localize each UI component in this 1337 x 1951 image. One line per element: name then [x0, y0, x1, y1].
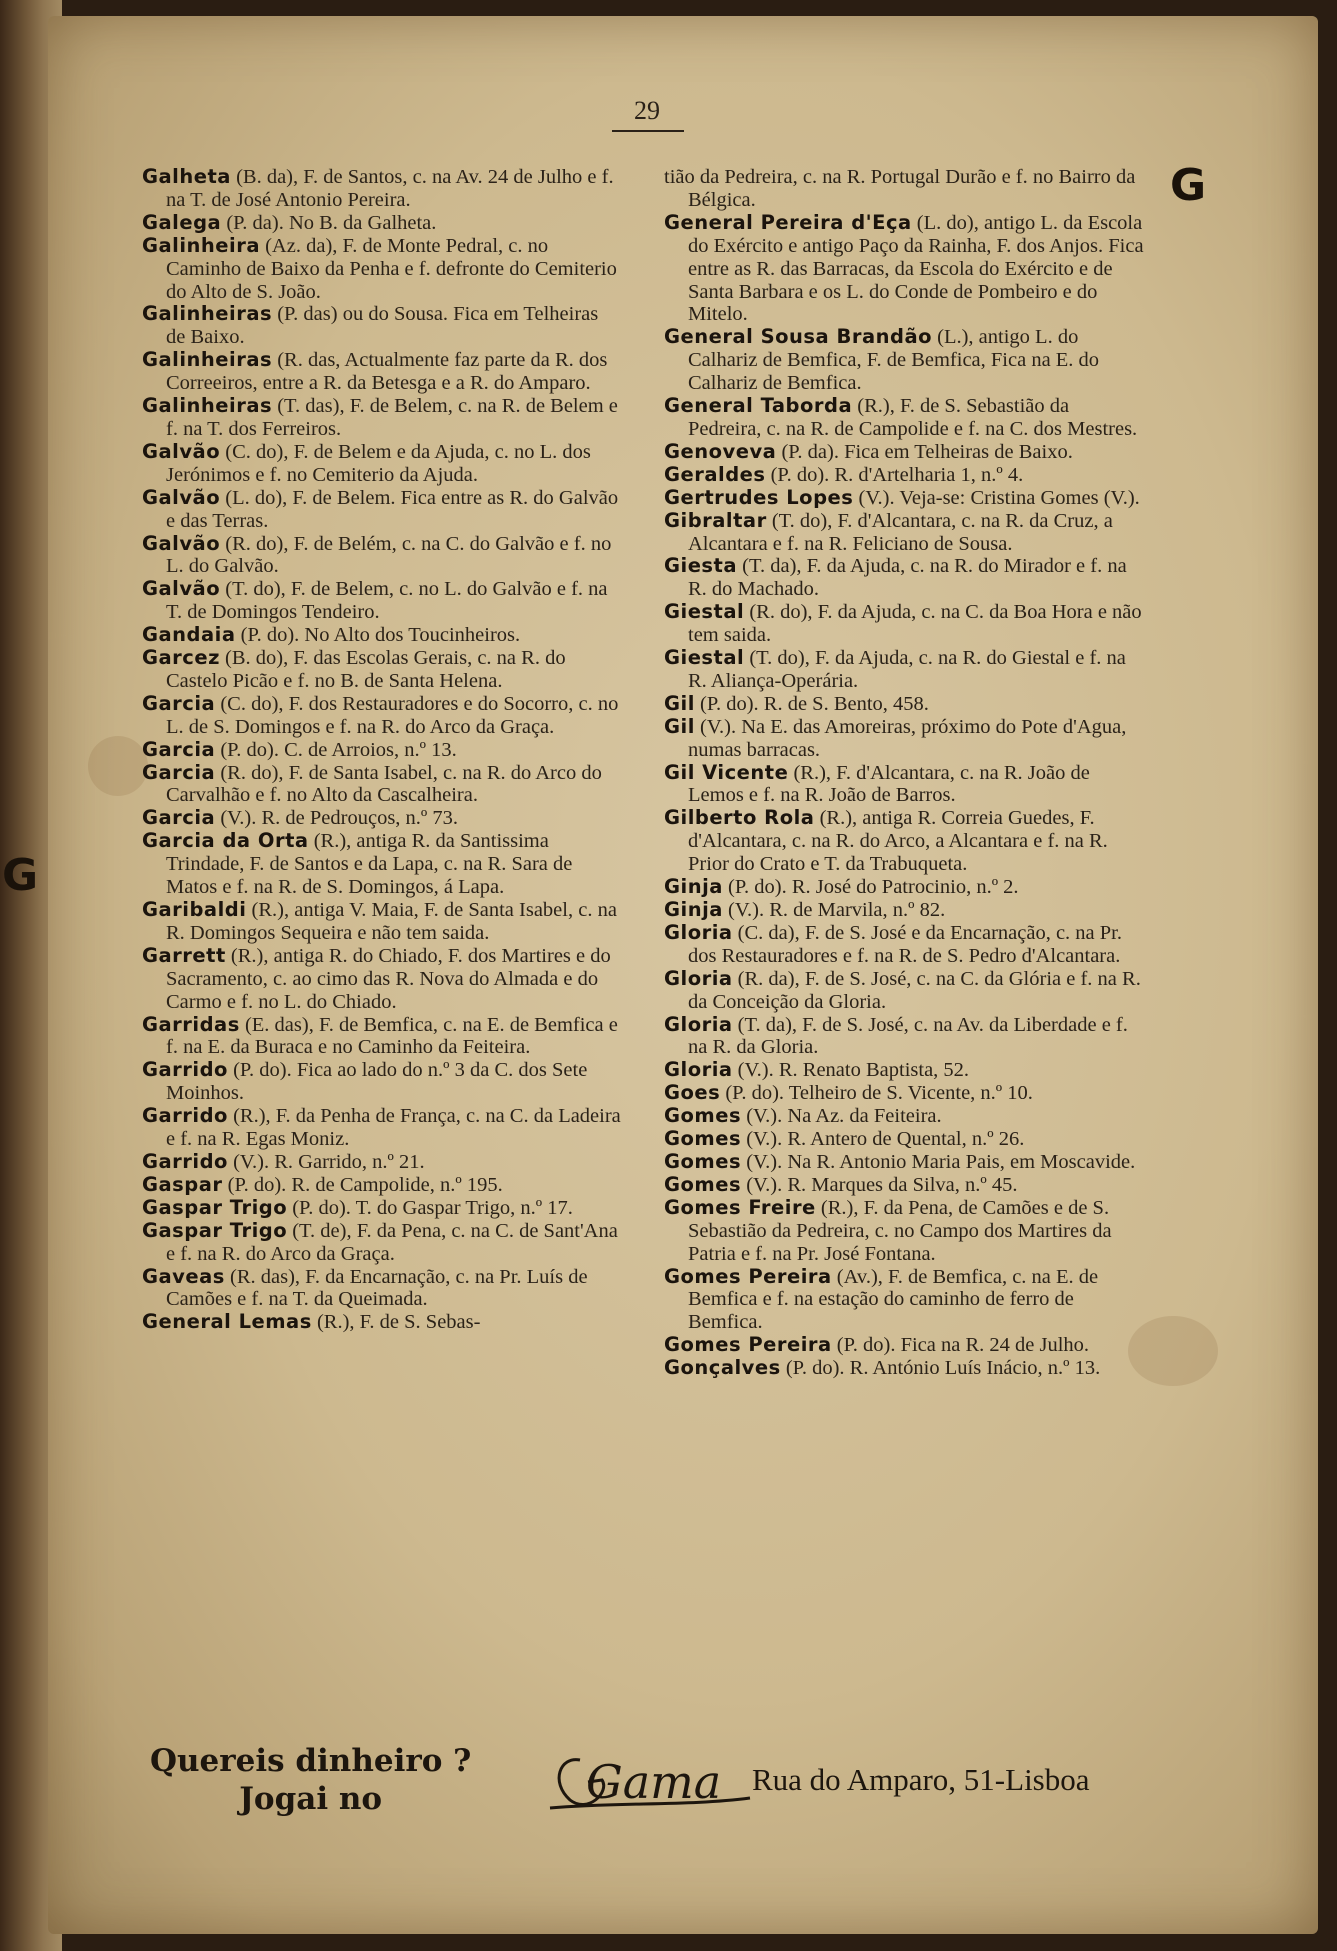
directory-entry	[142, 235, 622, 304]
entry-text: (P. do). R. d'Artelharia 1, n.º 4.	[770, 463, 1024, 486]
directory-entry	[664, 1059, 1144, 1082]
section-letter: G	[1170, 160, 1207, 211]
directory-entry	[142, 1266, 622, 1312]
directory-entry	[664, 1197, 1144, 1266]
entry-text: (L. do), antigo L. da Escola do Exército e antigo Paço da Rainha, F. dos Anjos. Fica entre as R. das Barracas, da Escola do Exército e de Santa Barbara e os L. do Conde de Pombeiro e do Mitelo.	[688, 211, 1144, 326]
directory-entry	[664, 464, 1144, 487]
directory-entry	[142, 533, 622, 579]
entry-heading: Galega	[142, 210, 222, 234]
entry-heading: Gomes	[664, 1127, 742, 1151]
entry-text: (R. do), F. de Santa Isabel, c. na R. do Arco do Carvalhão e f. no Alto da Cascalheira.	[166, 761, 602, 807]
entry-text: (P. do). Telheiro de S. Vicente, n.º 10.	[725, 1082, 1033, 1105]
entry-text: (P. do). R. de S. Bento, 458.	[700, 692, 929, 715]
entry-text: (R. das), F. da Encarnação, c. na Pr. Luís de Camões e f. na T. da Queimada.	[166, 1265, 588, 1311]
directory-entry	[142, 1174, 622, 1197]
directory-entry	[142, 1197, 622, 1220]
entry-heading: Galinheiras	[142, 348, 273, 372]
entry-heading: Garrett	[142, 943, 226, 967]
entry-text: (T. da), F. da Ajuda, c. na R. do Mirador e f. na R. do Machado.	[688, 555, 1127, 601]
directory-entry	[142, 807, 622, 830]
directory-entry	[664, 1128, 1144, 1151]
directory-entry	[664, 326, 1144, 395]
directory-entry	[664, 762, 1144, 808]
entry-heading: Gomes Pereira	[664, 1264, 832, 1288]
directory-entry	[142, 899, 622, 945]
entry-heading: Giestal	[664, 646, 745, 670]
directory-entry	[664, 1357, 1144, 1380]
directory-entry	[664, 693, 1144, 716]
directory-entry	[664, 166, 1144, 212]
directory-entry	[664, 1151, 1144, 1174]
directory-entry	[142, 1151, 622, 1174]
entry-heading: Ginja	[664, 898, 723, 921]
entry-heading: Giesta	[664, 554, 738, 578]
entry-heading: General Pereira d'Eça	[664, 210, 912, 234]
entry-text: (R.), antiga R. Correia Guedes, F. d'Alcantara, c. na R. do Arco, a Alcantara e f. na R. Prior do Crato e T. da Trabuqueta.	[688, 807, 1108, 876]
entry-heading: Galvão	[142, 531, 221, 555]
entry-text: (R.), F. de S. Sebastião da Pedreira, c. na R. de Campolide e f. na C. dos Mestres.	[688, 395, 1138, 440]
directory-entry	[664, 212, 1144, 327]
directory-entry	[664, 1105, 1144, 1128]
entry-heading: Garridas	[142, 1012, 240, 1036]
entry-heading: Garibaldi	[142, 898, 247, 921]
entry-heading: Gloria	[664, 920, 733, 944]
entry-heading: Gloria	[664, 1012, 733, 1036]
entry-heading: Gaspar Trigo	[142, 1195, 288, 1219]
directory-entry	[142, 578, 622, 624]
directory-entry	[664, 807, 1144, 876]
gama-logo	[540, 1742, 760, 1822]
page-number-rule	[612, 130, 684, 132]
entry-text: (R. das, Actualmente faz parte da R. dos Correeiros, entre a R. da Betesga e a R. do Amparo.	[166, 349, 608, 395]
paper-stain	[88, 736, 148, 796]
entry-heading: Garcia	[142, 737, 216, 761]
entry-heading: Ginja	[664, 875, 723, 899]
entry-text: (L.), antigo L. do Calhariz de Bemfica, F. de Bemfica, Fica na E. do Calhariz de Bemfica.	[688, 326, 1100, 395]
entry-heading: Giestal	[664, 600, 745, 624]
directory-entry	[664, 1266, 1144, 1335]
entry-heading: Gaspar Trigo	[142, 1218, 288, 1242]
entry-text: (T. da), F. de S. José, c. na Av. da Liberdade e f. na R. da Gloria.	[688, 1013, 1128, 1059]
entry-text: (V.). R. de Pedrouços, n.º 73.	[220, 807, 459, 830]
directory-entry	[664, 647, 1144, 693]
entry-text: (R.), antiga V. Maia, F. de Santa Isabel, c. na R. Domingos Sequeira e não tem saida.	[166, 899, 617, 944]
directory-entry	[142, 647, 622, 693]
directory-entry	[142, 487, 622, 533]
entry-heading: Gandaia	[142, 623, 236, 647]
entry-text: (V.). R. Antero de Quental, n.º 26.	[746, 1128, 1025, 1151]
directory-entry	[142, 693, 622, 739]
entry-text: tião da Pedreira, c. na R. Portugal Durão e f. no Bairro da Bélgica.	[664, 166, 1136, 211]
entry-text: (L. do), F. de Belem. Fica entre as R. do Galvão e das Terras.	[166, 486, 619, 532]
entry-heading: Gil	[664, 714, 695, 738]
directory-entry	[142, 739, 622, 762]
entry-heading: Gloria	[664, 1058, 733, 1082]
entry-text: (P. do). Fica na R. 24 de Julho.	[836, 1334, 1090, 1357]
directory-entry	[664, 395, 1144, 441]
entry-heading: Garcia	[142, 760, 216, 784]
entry-heading: Garrido	[142, 1058, 228, 1082]
entry-heading: Galvão	[142, 577, 221, 601]
left-column	[142, 166, 622, 1334]
entry-heading: Gloria	[664, 966, 733, 990]
entry-text: (C. do), F. dos Restauradores e do Socorro, c. no L. de S. Domingos e f. na R. do Arco da Graça.	[166, 692, 619, 738]
entry-heading: Gomes Freire	[664, 1195, 816, 1219]
entry-text: (P. do). Fica ao lado do n.º 3 da C. dos Sete Moinhos.	[166, 1059, 588, 1105]
directory-entry	[142, 624, 622, 647]
entry-heading: Gaveas	[142, 1264, 225, 1288]
entry-heading: Garcia da Orta	[142, 829, 309, 853]
entry-text: (B. da), F. de Santos, c. na Av. 24 de Julho e f. na T. de José Antonio Pereira.	[166, 166, 614, 211]
entry-text: (V.). R. Marques da Silva, n.º 45.	[746, 1173, 1018, 1196]
entry-heading: Garrido	[142, 1149, 228, 1173]
directory-entry	[664, 1082, 1144, 1105]
entry-heading: Gaspar	[142, 1172, 223, 1196]
entry-text: (P. do). R. José do Patrocinio, n.º 2.	[728, 876, 1019, 899]
entry-text: (Av.), F. de Bemfica, c. na E. de Bemfica e f. na estação do caminho de ferro de Bemfica.	[688, 1265, 1099, 1334]
entry-text: (R.), F. da Penha de França, c. na C. da Ladeira e f. na R. Egas Moniz.	[166, 1105, 621, 1151]
entry-heading: Gil	[664, 691, 695, 715]
directory-entry	[142, 1220, 622, 1266]
ad-slogan-line1: Quereis dinheiro ?	[150, 1743, 472, 1779]
entry-heading: Galheta	[142, 165, 231, 188]
entry-heading: Garcia	[142, 806, 216, 830]
directory-entry	[664, 510, 1144, 556]
directory-entry	[664, 876, 1144, 899]
entry-text: (R. da), F. de S. José, c. na C. da Glória e f. na R. da Conceição da Gloria.	[688, 967, 1141, 1013]
directory-entry	[664, 555, 1144, 601]
spine-section-letter: G	[2, 850, 39, 901]
entry-heading: Gomes Pereira	[664, 1333, 832, 1357]
entry-heading: Gomes	[664, 1104, 742, 1128]
entry-text: (P. do). T. do Gaspar Trigo, n.º 17.	[292, 1196, 573, 1219]
directory-entry	[142, 395, 622, 441]
directory-entry	[142, 830, 622, 899]
entry-heading: Galinheiras	[142, 302, 273, 326]
entry-text: (C. do), F. de Belem e da Ajuda, c. no L. dos Jerónimos e f. no Cemiterio da Ajuda.	[166, 440, 591, 486]
directory-entry	[142, 1014, 622, 1060]
directory-entry	[664, 716, 1144, 762]
directory-entry	[664, 601, 1144, 647]
directory-entry	[142, 349, 622, 395]
right-column	[664, 166, 1144, 1380]
directory-entry	[142, 762, 622, 808]
entry-text: (R. do), F. da Ajuda, c. na C. da Boa Hora e não tem saida.	[688, 601, 1142, 647]
entry-heading: Galinheiras	[142, 394, 273, 418]
entry-text: (T. das), F. de Belem, c. na R. de Belem e f. na T. dos Ferreiros.	[166, 395, 618, 440]
entry-text: (B. do), F. das Escolas Gerais, c. na R. do Castelo Picão e f. no B. de Santa Helena.	[166, 647, 566, 692]
entry-heading: Gomes	[664, 1149, 742, 1173]
entry-text: (T. do), F. d'Alcantara, c. na R. da Cruz, a Alcantara e f. na R. Feliciano de Sousa.	[688, 509, 1113, 555]
entry-text: (T. do), F. da Ajuda, c. na R. do Giestal e f. na R. Aliança-Operária.	[688, 647, 1126, 692]
entry-heading: Geraldes	[664, 462, 766, 486]
entry-heading: Gertrudes Lopes	[664, 485, 854, 509]
advertisement	[150, 1742, 1160, 1832]
entry-heading: Gonçalves	[664, 1356, 781, 1380]
entry-text: (P. das) ou do Sousa. Fica em Telheiras de Baixo.	[166, 303, 599, 349]
entry-heading: Gomes	[664, 1172, 742, 1196]
ad-slogan	[150, 1742, 471, 1818]
ad-slogan-line2: Jogai no	[239, 1781, 383, 1817]
entry-heading: Garcia	[142, 691, 216, 715]
entry-text: (P. da). Fica em Telheiras de Baixo.	[781, 440, 1073, 463]
directory-entry	[142, 212, 622, 235]
entry-heading: Galvão	[142, 485, 221, 509]
entry-text: (R.), F. d'Alcantara, c. na R. João de Lemos e f. na R. João de Barros.	[688, 761, 1090, 807]
directory-entry	[142, 1311, 622, 1334]
entry-heading: Genoveva	[664, 439, 777, 463]
entry-text: (C. da), F. de S. José e da Encarnação, c. na Pr. dos Restauradores e f. na R. de S. Pedro d'Alcantara.	[688, 921, 1122, 967]
entry-text: (Az. da), F. de Monte Pedral, c. no Caminho de Baixo da Penha e f. defronte do Cemiterio do Alto de S. João.	[166, 234, 617, 303]
entry-text: (V.). Na R. Antonio Maria Pais, em Moscavide.	[746, 1150, 1136, 1173]
directory-entry	[664, 1334, 1144, 1357]
entry-text: (V.). R. Renato Baptista, 52.	[737, 1059, 970, 1082]
entry-text: (R.), antiga R. do Chiado, F. dos Martires e do Sacramento, c. ao cimo das R. Nova do Almada e do Carmo e f. no L. do Chiado.	[166, 944, 611, 1013]
directory-entry	[664, 1014, 1144, 1060]
directory-entry	[664, 487, 1144, 510]
directory-entry	[664, 968, 1144, 1014]
directory-entry	[142, 303, 622, 349]
gama-logo-text: Gama	[586, 1755, 722, 1809]
entry-text: (E. das), F. de Bemfica, c. na E. de Bemfica e f. na E. da Buraca e no Caminho da Feiteira.	[166, 1013, 618, 1059]
directory-entry	[142, 1059, 622, 1105]
page-number: 29	[634, 96, 660, 125]
directory-entry	[664, 899, 1144, 922]
directory-entry	[142, 1105, 622, 1151]
entry-heading: Goes	[664, 1081, 721, 1105]
directory-entry	[664, 441, 1144, 464]
entry-heading: Garrido	[142, 1104, 228, 1128]
entry-text: (V.). R. de Marvila, n.º 82.	[728, 899, 946, 921]
entry-text: (V.). Na Az. da Feiteira.	[746, 1105, 942, 1128]
entry-text: (R.), antiga R. da Santissima Trindade, F. de Santos e da Lapa, c. na R. Sara de Matos e f. na R. de S. Domingos, á Lapa.	[166, 830, 573, 899]
entry-text: (R. do), F. de Belém, c. na C. do Galvão e f. no L. do Galvão.	[166, 532, 612, 578]
entry-text: (P. do). No Alto dos Toucinheiros.	[240, 624, 521, 647]
entry-text: (R.), F. de S. Sebas-	[316, 1311, 481, 1334]
directory-entry	[142, 945, 622, 1014]
directory-entry	[664, 922, 1144, 968]
entry-heading: Garcez	[142, 646, 220, 670]
entry-heading: General Sousa Brandão	[664, 325, 932, 349]
entry-text: (T. do), F. de Belem, c. no L. do Galvão e f. na T. de Domingos Tendeiro.	[166, 578, 608, 624]
directory-entry	[142, 441, 622, 487]
entry-text: (P. da). No B. da Galheta.	[226, 211, 437, 234]
entry-heading: General Lemas	[142, 1310, 312, 1334]
entry-text: (P. do). C. de Arroios, n.º 13.	[220, 738, 457, 761]
entry-text: (V.). Veja-se: Cristina Gomes (V.).	[858, 486, 1140, 509]
entry-text: (P. do). R. António Luís Inácio, n.º 13.	[785, 1357, 1101, 1380]
entry-text: (V.). R. Garrido, n.º 21.	[233, 1150, 425, 1173]
entry-heading: Galinheira	[142, 233, 260, 257]
entry-heading: Galvão	[142, 439, 221, 463]
entry-heading: Gilberto Rola	[664, 806, 815, 830]
entry-text: (P. do). R. de Campolide, n.º 195.	[227, 1173, 503, 1196]
entry-heading: General Taborda	[664, 394, 853, 418]
entry-text: (T. de), F. da Pena, c. na C. de Sant'Ana e f. na R. do Arco da Graça.	[166, 1219, 618, 1265]
directory-entry	[664, 1174, 1144, 1197]
entry-heading: Gibraltar	[664, 508, 767, 532]
ad-address: Rua do Amparo, 51-Lisboa	[752, 1762, 1090, 1797]
directory-entry	[142, 166, 622, 212]
entry-text: (V.). Na E. das Amoreiras, próximo do Pote d'Agua, numas barracas.	[688, 715, 1127, 761]
entry-heading: Gil Vicente	[664, 760, 789, 784]
entry-text: (R.), F. da Pena, de Camões e de S. Sebastião da Pedreira, c. no Campo dos Martires da Patria e f. na Pr. José Fontana.	[688, 1196, 1112, 1265]
